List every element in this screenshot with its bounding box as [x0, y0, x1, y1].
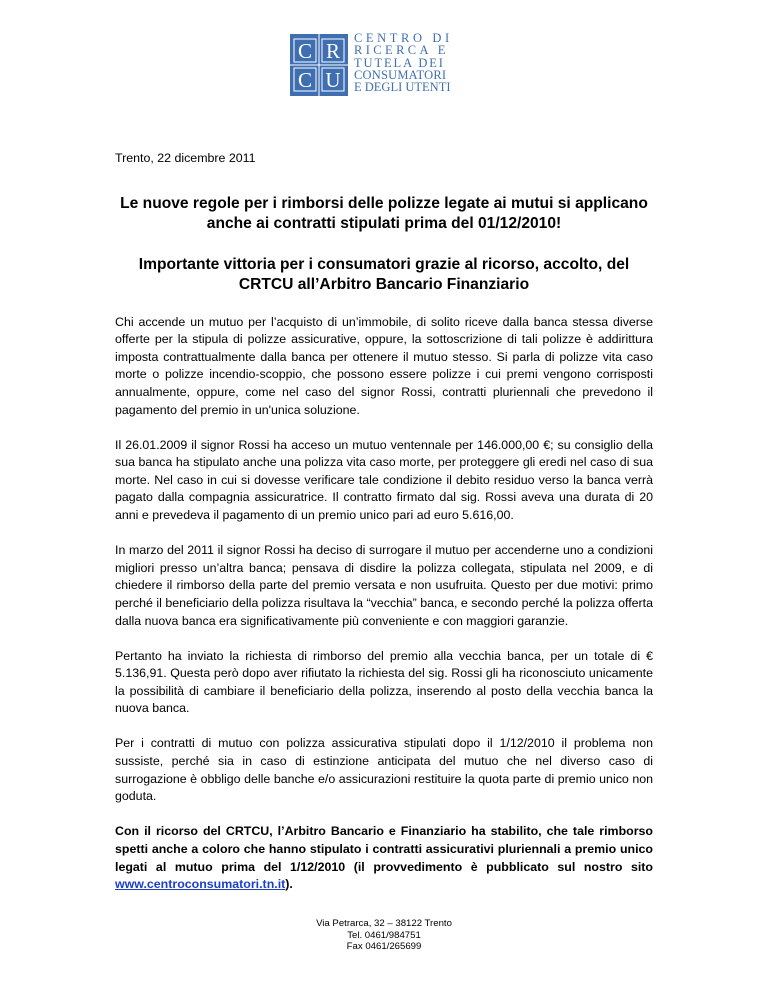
press-release-body — [115, 150, 653, 894]
headline: Le nuove regole per i rimborsi delle polizze legate ai mutui si applicano anche ai contratti stipulati prima del 01/12/2010! — [120, 194, 648, 233]
document-date: Trento, 22 dicembre 2011 — [115, 151, 256, 165]
logo-line: RICERCA E — [354, 43, 449, 58]
logo-letter: C — [297, 68, 313, 92]
conclusion-end: ). — [285, 877, 293, 892]
footer-address: Via Petrarca, 32 – 38122 Trento — [316, 918, 452, 929]
logo-line: CONSUMATORI — [354, 67, 447, 82]
logo-line: E DEGLI UTENTI — [354, 80, 451, 95]
conclusion-text: Con il ricorso del CRTCU, l’Arbitro Bancario e Finanziario ha stabilito, che tale rimborso spetti anche a coloro che hanno stipulato i contratti assicurativi pluriennali a premio unico legati al mutuo prima del 1/12/2010 (il provvedimento è pubblicato sul nostro sito — [115, 824, 653, 874]
body-paragraph: In marzo del 2011 il signor Rossi ha deciso di surrogare il mutuo per accenderne uno a condizioni migliori presso un’altra banca; pensava di disdire la polizza collegata, stipulata nel 2009, e di chiedere il rimborso della parte del premio versata e non usufruita. Questo per due motivi: primo perché il beneficiario della polizza risultava la “vecchia” banca, e secondo perché la polizza offerta dalla nuova banca era significativamente più conveniente e con maggiori garanzie. — [115, 543, 653, 628]
footer-contact — [0, 918, 768, 953]
footer-tel: Tel. 0461/984751 — [347, 929, 421, 941]
logo-letter: C — [297, 39, 313, 63]
crcu-logo-mark — [290, 34, 348, 96]
body-paragraph: Chi accende un mutuo per l’acquisto di un’immobile, di solito riceve dalla banca stessa diverse offerte per la stipula di polizze assicurative, oppure, la sottoscrizione di tali polizze è addirittura imposta contrattualmente dalla banca per ottenere il mutuo stesso. Si parla di polizze vita caso morte o polizze incendio-scoppio, che possono essere polizze i cui premi vengono corrisposti annualmente, oppure, come nel caso del signor Rossi, contratti pluriennali che prevedono il pagamento del premio in un'unica soluzione. — [115, 314, 653, 417]
subheadline: Importante vittoria per i consumatori grazie al ricorso, accolto, del CRTCU all’Arbitro Bancario Finanziario — [138, 255, 630, 294]
conclusion-paragraph — [115, 823, 653, 893]
logo-wordmark — [354, 32, 544, 93]
logo-line: CENTRO DI — [354, 31, 453, 45]
logo-letter: R — [325, 39, 341, 63]
crtcu-logo — [290, 30, 540, 102]
body-paragraph: Il 26.01.2009 il signor Rossi ha acceso un mutuo ventennale per 146.000,00 €; su consiglio della sua banca ha stipulato anche una polizza vita caso morte, per proteggere gli eredi nel caso di sua morte. Nel caso in cui si dovesse verificare tale condizione il debito residuo verso la banca verrà pagato dalla compagnia assicuratrice. Il contratto firmato dal sig. Rossi aveva una durata di 20 anni e prevedeva il pagamento di un premio unico pari ad euro 5.616,00. — [115, 437, 653, 523]
footer-fax: Fax 0461/265699 — [346, 941, 422, 953]
logo-letter: U — [325, 68, 341, 92]
body-paragraph: Per i contratti di mutuo con polizza assicurativa stipulati dopo il 1/12/2010 il problema non sussiste, perché sia in caso di estinzione anticipata del mutuo che nel diverso caso di surrogazione è obbligo delle banche e/o assicurazioni restituire la quota parte di premio unico non goduta. — [115, 736, 653, 804]
logo-line: TUTELA DEI — [354, 55, 445, 70]
body-paragraph: Pertanto ha inviato la richiesta di rimborso del premio alla vecchia banca, per un totale di € 5.136,91. Questa però dopo aver rifiutato la richiesta del sig. Rossi gli ha riconosciuto unicamente la possibilità di cambiare il beneficiario della polizza, inserendo al posto della vecchia banca la nuova banca. — [115, 648, 653, 716]
website-link[interactable]: www.centroconsumatori.tn.it — [115, 877, 286, 892]
